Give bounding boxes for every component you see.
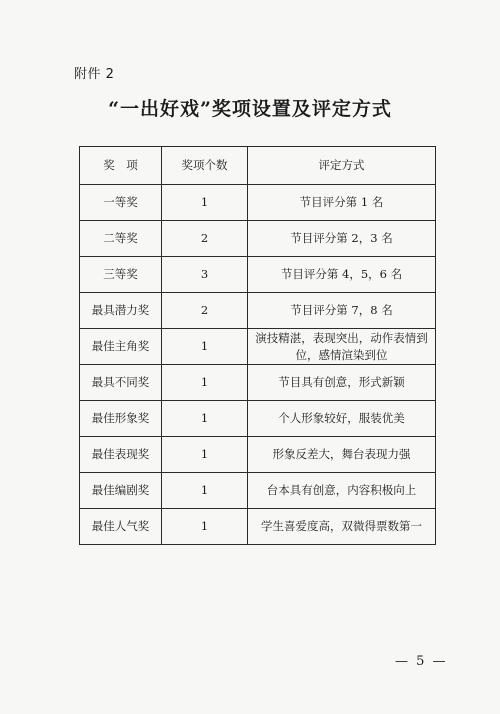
- header-count: 奖项个数: [162, 147, 248, 185]
- table-row: [80, 293, 436, 329]
- award-name-cell: 最佳主角奖: [80, 329, 162, 365]
- table-row: [80, 509, 436, 545]
- award-criteria-cell: 形象反差大，舞台表现力强: [248, 437, 436, 473]
- award-criteria-cell: 节目评分第 2，3 名: [248, 221, 436, 257]
- award-name-cell: 最佳人气奖: [80, 509, 162, 545]
- header-row: [80, 147, 436, 185]
- award-criteria-cell: 学生喜爱度高，双微得票数第一: [248, 509, 436, 545]
- award-count-cell: 1: [162, 437, 248, 473]
- award-name-cell: 最佳表现奖: [80, 437, 162, 473]
- award-name-cell: 最具潜力奖: [80, 293, 162, 329]
- table-row: [80, 257, 436, 293]
- award-count-cell: 1: [162, 509, 248, 545]
- award-name-cell: 最佳形象奖: [80, 401, 162, 437]
- table-row: [80, 437, 436, 473]
- award-criteria-cell: 节目具有创意，形式新颖: [248, 365, 436, 401]
- table-header: [80, 147, 436, 185]
- award-criteria-cell: 演技精湛，表现突出，动作表情到位，感情渲染到位: [248, 329, 436, 365]
- award-count-cell: 1: [162, 365, 248, 401]
- table-row: [80, 365, 436, 401]
- page-number: — 5 —: [395, 654, 448, 669]
- award-name-cell: 一等奖: [80, 185, 162, 221]
- table-row: [80, 473, 436, 509]
- award-count-cell: 3: [162, 257, 248, 293]
- table-row: [80, 221, 436, 257]
- table-body: [80, 185, 436, 545]
- award-name-cell: 最佳编剧奖: [80, 473, 162, 509]
- table-row: [80, 401, 436, 437]
- award-name-cell: 二等奖: [80, 221, 162, 257]
- award-count-cell: 2: [162, 293, 248, 329]
- award-count-cell: 1: [162, 473, 248, 509]
- award-count-cell: 1: [162, 185, 248, 221]
- document-title: “一出好戏”奖项设置及评定方式: [108, 98, 392, 120]
- header-criteria: 评定方式: [248, 147, 436, 185]
- table-row: [80, 329, 436, 365]
- attachment-label: 附件 2: [74, 67, 115, 82]
- award-count-cell: 1: [162, 329, 248, 365]
- award-criteria-cell: 节目评分第 4，5，6 名: [248, 257, 436, 293]
- award-criteria-cell: 节目评分第 1 名: [248, 185, 436, 221]
- award-criteria-cell: 台本具有创意，内容积极向上: [248, 473, 436, 509]
- award-criteria-cell: 个人形象较好，服装优美: [248, 401, 436, 437]
- table-row: [80, 185, 436, 221]
- award-name-cell: 最具不同奖: [80, 365, 162, 401]
- award-count-cell: 1: [162, 401, 248, 437]
- award-count-cell: 2: [162, 221, 248, 257]
- awards-table: [79, 146, 436, 545]
- award-criteria-cell: 节目评分第 7，8 名: [248, 293, 436, 329]
- header-award: 奖 项: [80, 147, 162, 185]
- award-name-cell: 三等奖: [80, 257, 162, 293]
